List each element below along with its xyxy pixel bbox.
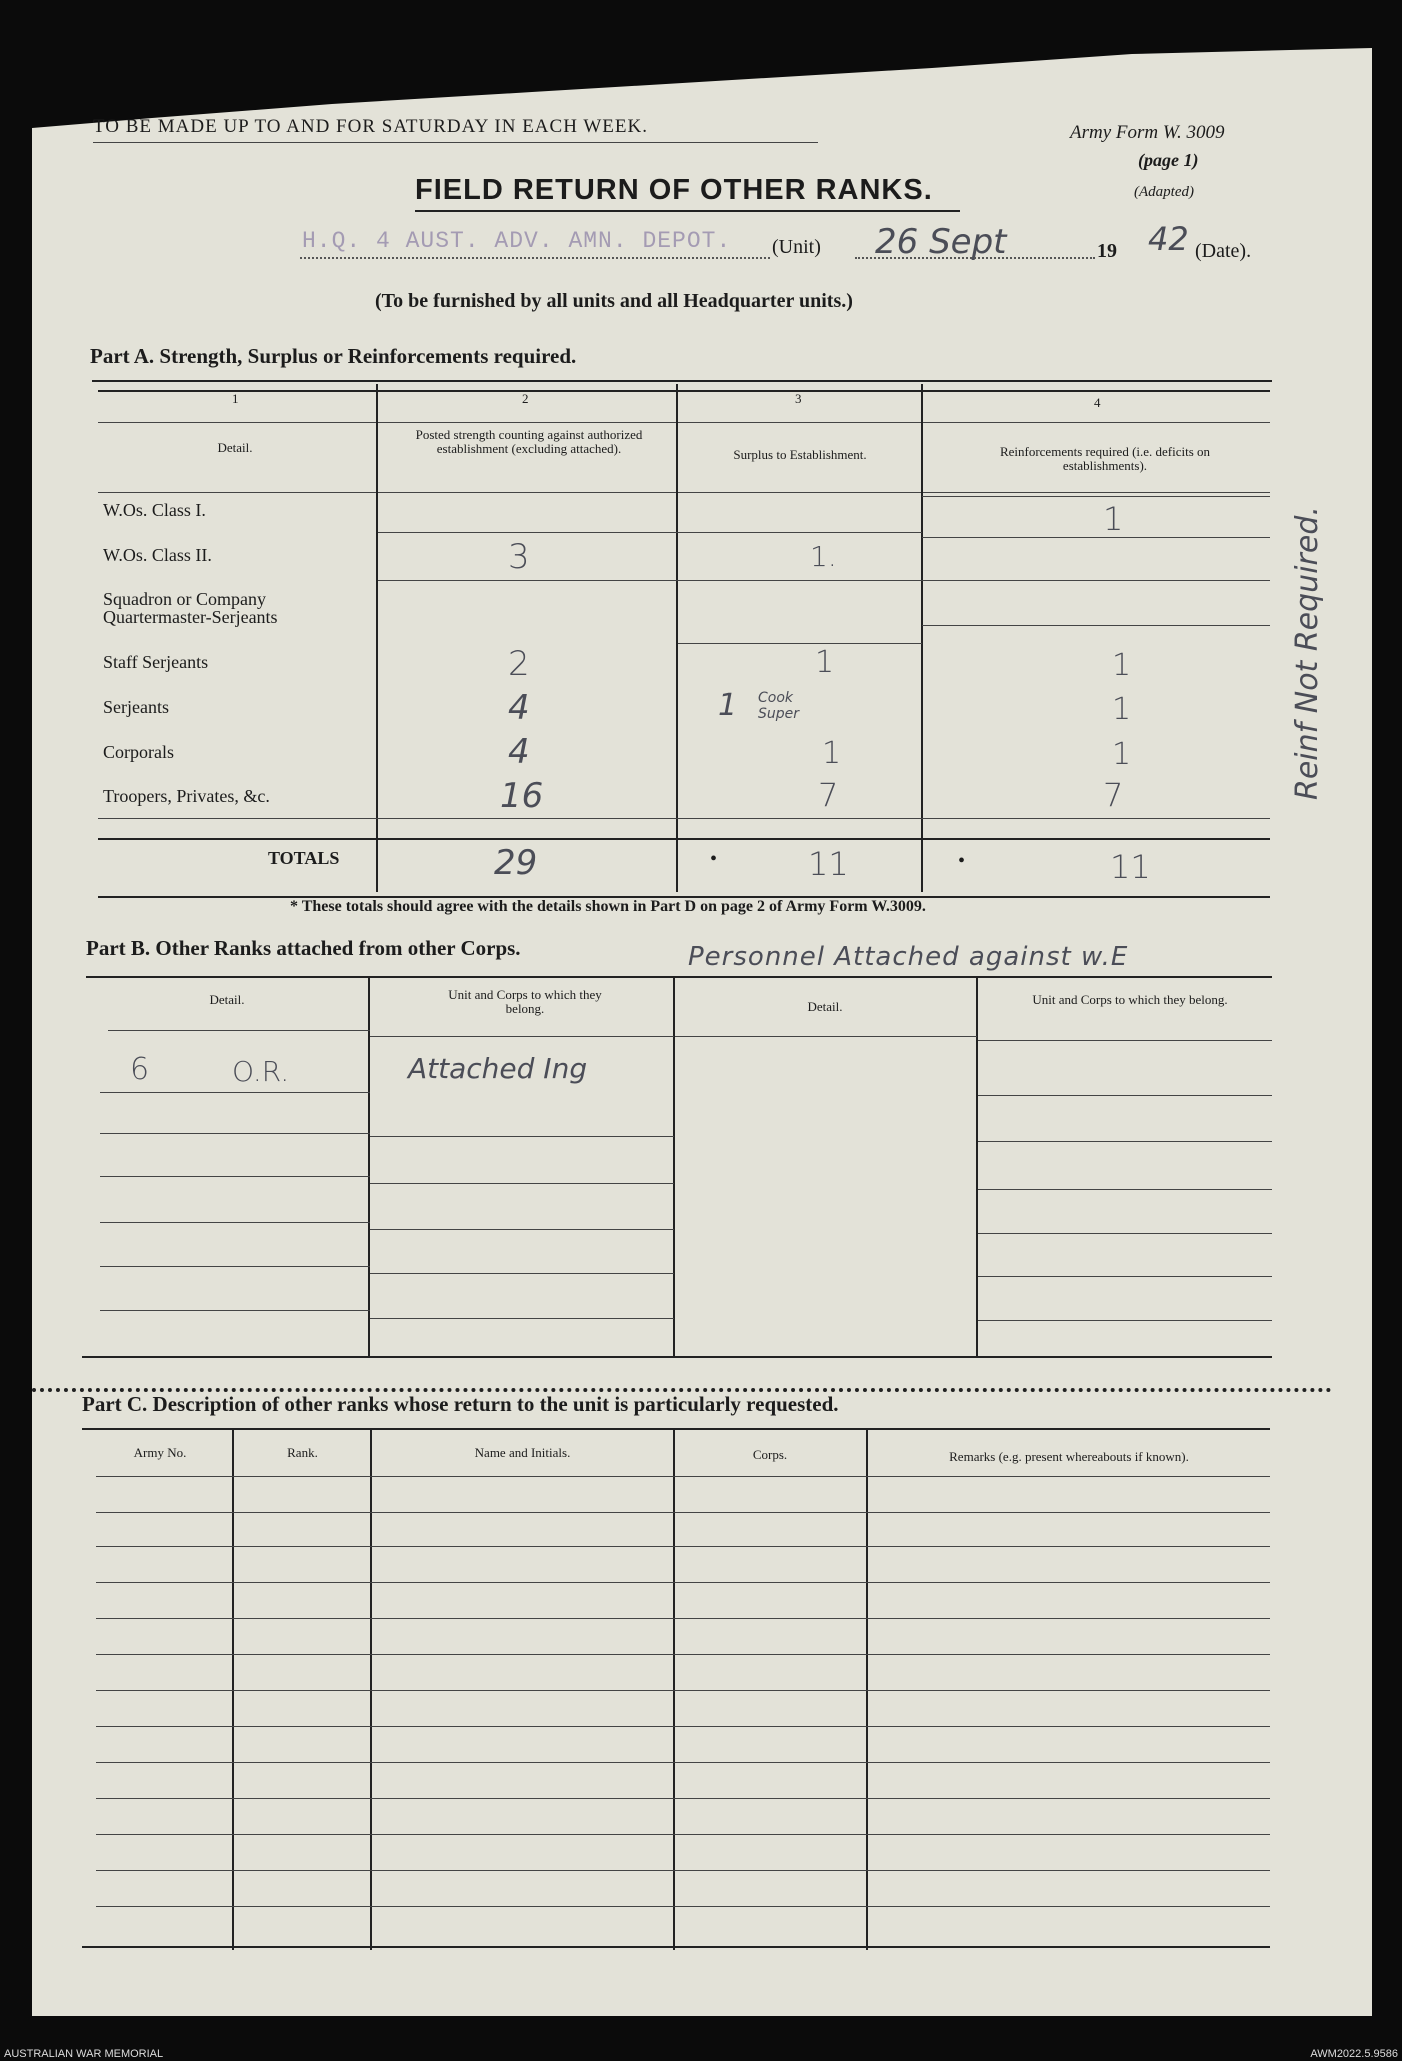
part-c-rule-6 bbox=[96, 1690, 1270, 1691]
part-c-rule-8 bbox=[96, 1762, 1270, 1763]
part-c-col-corps: Corps. bbox=[752, 1447, 788, 1462]
part-b-rule-6c bbox=[978, 1276, 1272, 1277]
col-number-1: 1 bbox=[232, 391, 239, 406]
totals-surplus-bullet: • bbox=[710, 848, 718, 870]
row-rule-totals-top-2 bbox=[98, 838, 1270, 840]
part-c-rule-2 bbox=[96, 1546, 1270, 1547]
part-b-rule-7a bbox=[100, 1310, 370, 1311]
row-rule-1a bbox=[378, 532, 922, 533]
part-b-vline-2 bbox=[673, 978, 675, 1358]
part-c-rule-12 bbox=[96, 1906, 1270, 1907]
margin-note: Reinf Not Required. bbox=[1290, 506, 1325, 800]
wo2-posted: 3 bbox=[508, 537, 530, 577]
row-label-serjeants: Serjeants bbox=[103, 697, 169, 717]
part-b-col-unit-2: Unit and Corps to which they belong. bbox=[1032, 992, 1228, 1007]
part-a-title: Part A. Strength, Surplus or Reinforcements required. bbox=[90, 344, 577, 368]
row-label-corporals: Corporals bbox=[103, 742, 174, 762]
unit-stamp: H.Q. 4 AUST. ADV. AMN. DEPOT. bbox=[302, 228, 732, 254]
totals-reinf: 11 bbox=[1110, 848, 1151, 886]
row-label-cqms: Squadron or Company Quartermaster-Serjeants bbox=[103, 589, 278, 627]
part-a-top-rule bbox=[92, 380, 1272, 382]
part-b-rule-4b bbox=[370, 1183, 674, 1184]
part-b-vline-3 bbox=[976, 978, 978, 1358]
part-b-rule-5a bbox=[100, 1222, 370, 1223]
part-b-rule-1b bbox=[370, 1036, 674, 1037]
troopers-surplus: 7 bbox=[818, 776, 839, 814]
part-c-rule-10 bbox=[96, 1834, 1270, 1835]
footer-institution: AUSTRALIAN WAR MEMORIAL bbox=[4, 2048, 164, 2060]
row-rule-3a bbox=[678, 643, 922, 644]
wo2-surplus: 1. bbox=[810, 540, 837, 573]
col-header-detail: Detail. bbox=[217, 440, 253, 455]
part-a-vline-3 bbox=[921, 384, 923, 892]
staff-serjeants-surplus: 1 bbox=[815, 645, 835, 680]
part-b-rule-2b bbox=[978, 1095, 1272, 1096]
part-b-col-detail-1: Detail. bbox=[209, 992, 245, 1007]
staff-serjeants-posted: 2 bbox=[508, 644, 530, 684]
serjeants-reinf: 1 bbox=[1112, 692, 1132, 727]
row-rule-3b bbox=[922, 625, 1270, 626]
part-c-rule-7 bbox=[96, 1726, 1270, 1727]
part-c-rule-11 bbox=[96, 1870, 1270, 1871]
serjeants-surplus-note: Cook Super bbox=[758, 690, 800, 722]
part-b-rule-2a bbox=[100, 1092, 370, 1093]
serjeants-posted: 4 bbox=[508, 688, 530, 728]
part-b-rule-7c bbox=[978, 1320, 1272, 1321]
part-c-col-rank: Rank. bbox=[287, 1445, 318, 1460]
row-rule-1c bbox=[922, 537, 1270, 538]
page-number: (page 1) bbox=[1138, 150, 1199, 170]
part-b-rule-5c bbox=[978, 1233, 1272, 1234]
part-b-rule-3a bbox=[100, 1133, 370, 1134]
corporals-posted: 4 bbox=[508, 732, 530, 772]
date-day: 26 Sept bbox=[875, 222, 1007, 262]
part-a-vline-2 bbox=[676, 384, 678, 892]
row-label-wo2: W.Os. Class II. bbox=[103, 545, 212, 565]
part-b-note: Personnel Attached against w.E bbox=[688, 942, 1129, 972]
part-c-rule-1 bbox=[96, 1512, 1270, 1513]
part-b-col-detail-2: Detail. bbox=[807, 999, 843, 1014]
staff-serjeants-reinf: 1 bbox=[1112, 648, 1132, 683]
unit-label: (Unit) bbox=[772, 236, 821, 258]
part-a-vline-1 bbox=[376, 384, 378, 892]
title-underline bbox=[415, 210, 960, 212]
totals-surplus: 11 bbox=[808, 845, 849, 883]
year-suffix: 42 bbox=[1148, 220, 1189, 258]
furnished-note: (To be furnished by all units and all Headquarter units.) bbox=[375, 290, 853, 312]
part-b-rule-6b bbox=[370, 1273, 674, 1274]
part-b-col-unit-1: Unit and Corps to which they belong. bbox=[448, 987, 602, 1016]
corporals-reinf: 1 bbox=[1112, 737, 1132, 772]
date-label: (Date). bbox=[1195, 240, 1252, 262]
col-header-posted: Posted strength counting against authorized establishment (excluding attached). bbox=[415, 427, 643, 456]
part-c-rule-header bbox=[96, 1476, 1270, 1477]
part-b-top-rule bbox=[86, 976, 1272, 978]
instruction-underline bbox=[93, 142, 818, 143]
torn-top-edge bbox=[32, 30, 1372, 130]
wo1-reinf: 1 bbox=[1103, 500, 1124, 538]
troopers-posted: 16 bbox=[500, 776, 544, 816]
part-b-rule-5b bbox=[370, 1229, 674, 1230]
corporals-surplus: 1 bbox=[822, 736, 842, 771]
part-a-numbers-rule bbox=[98, 422, 1270, 423]
row-rule-totals-top bbox=[98, 818, 1270, 819]
part-b-entry-unit: Attached Ing bbox=[408, 1052, 588, 1085]
part-b-title: Part B. Other Ranks attached from other Corps. bbox=[86, 936, 521, 960]
part-c-col-remarks: Remarks (e.g. present whereabouts if known). bbox=[949, 1449, 1189, 1464]
part-b-rule-3c bbox=[978, 1141, 1272, 1142]
year-prefix: 19 bbox=[1097, 240, 1117, 262]
part-c-col-name: Name and Initials. bbox=[474, 1445, 571, 1460]
part-b-rule-1a bbox=[108, 1030, 370, 1031]
part-c-rule-4 bbox=[96, 1618, 1270, 1619]
part-b-rule-1c bbox=[675, 1036, 977, 1037]
row-rule-2 bbox=[378, 580, 1270, 581]
row-label-troopers: Troopers, Privates, &c. bbox=[103, 786, 270, 806]
serjeants-surplus: 1 bbox=[718, 688, 738, 723]
part-a-header-rule bbox=[98, 492, 1270, 493]
instruction-line: TO BE MADE UP TO AND FOR SATURDAY IN EACH WEEK. bbox=[93, 116, 648, 137]
part-c-bottom-rule bbox=[82, 1946, 1270, 1948]
adapted-label: (Adapted) bbox=[1134, 184, 1194, 200]
part-b-bottom-rule bbox=[82, 1356, 1272, 1358]
page-title: FIELD RETURN OF OTHER RANKS. bbox=[415, 174, 933, 206]
col-number-3: 3 bbox=[795, 391, 802, 406]
unit-dotted-line bbox=[300, 257, 770, 259]
totals-posted: 29 bbox=[494, 843, 538, 883]
totals-footnote: * These totals should agree with the details shown in Part D on page 2 of Army Form W.3009. bbox=[290, 898, 926, 915]
part-c-rule-5 bbox=[96, 1654, 1270, 1655]
part-b-rule-4a bbox=[100, 1176, 370, 1177]
part-c-col-army-no: Army No. bbox=[133, 1445, 187, 1460]
form-number: Army Form W. 3009 bbox=[1070, 122, 1225, 143]
part-b-rule-3b bbox=[370, 1136, 674, 1137]
part-b-entry-number: 6 bbox=[130, 1052, 150, 1087]
col-number-4: 4 bbox=[1094, 395, 1101, 410]
row-label-wo1: W.Os. Class I. bbox=[103, 500, 206, 520]
part-c-rule-3 bbox=[96, 1582, 1270, 1583]
part-b-rule-4c bbox=[978, 1189, 1272, 1190]
part-b-rule-6a bbox=[100, 1266, 370, 1267]
totals-reinf-bullet: • bbox=[958, 850, 966, 872]
troopers-reinf: 7 bbox=[1103, 776, 1124, 814]
footer-accession: AWM2022.5.9586 bbox=[1310, 2048, 1398, 2060]
col-header-surplus: Surplus to Establishment. bbox=[733, 447, 867, 462]
part-b-entry-detail: O.R. bbox=[232, 1055, 290, 1088]
part-c-top-rule bbox=[82, 1428, 1270, 1430]
col-number-2: 2 bbox=[522, 391, 529, 406]
col-header-reinf: Reinforcements required (i.e. deficits on establishments). bbox=[999, 444, 1211, 473]
part-b-rule-7b bbox=[370, 1318, 674, 1319]
part-c-title: Part C. Description of other ranks whose return to the unit is particularly requested. bbox=[82, 1392, 839, 1416]
part-b-rule-1d bbox=[978, 1040, 1272, 1041]
date-dotted-line bbox=[855, 257, 1095, 259]
part-c-rule-9 bbox=[96, 1798, 1270, 1799]
part-b-vline-1 bbox=[368, 978, 370, 1358]
part-a-rule-2 bbox=[98, 390, 1270, 392]
row-rule-1b bbox=[922, 496, 1270, 497]
row-label-staff-serjeants: Staff Serjeants bbox=[103, 652, 209, 672]
totals-label: TOTALS bbox=[268, 848, 340, 868]
